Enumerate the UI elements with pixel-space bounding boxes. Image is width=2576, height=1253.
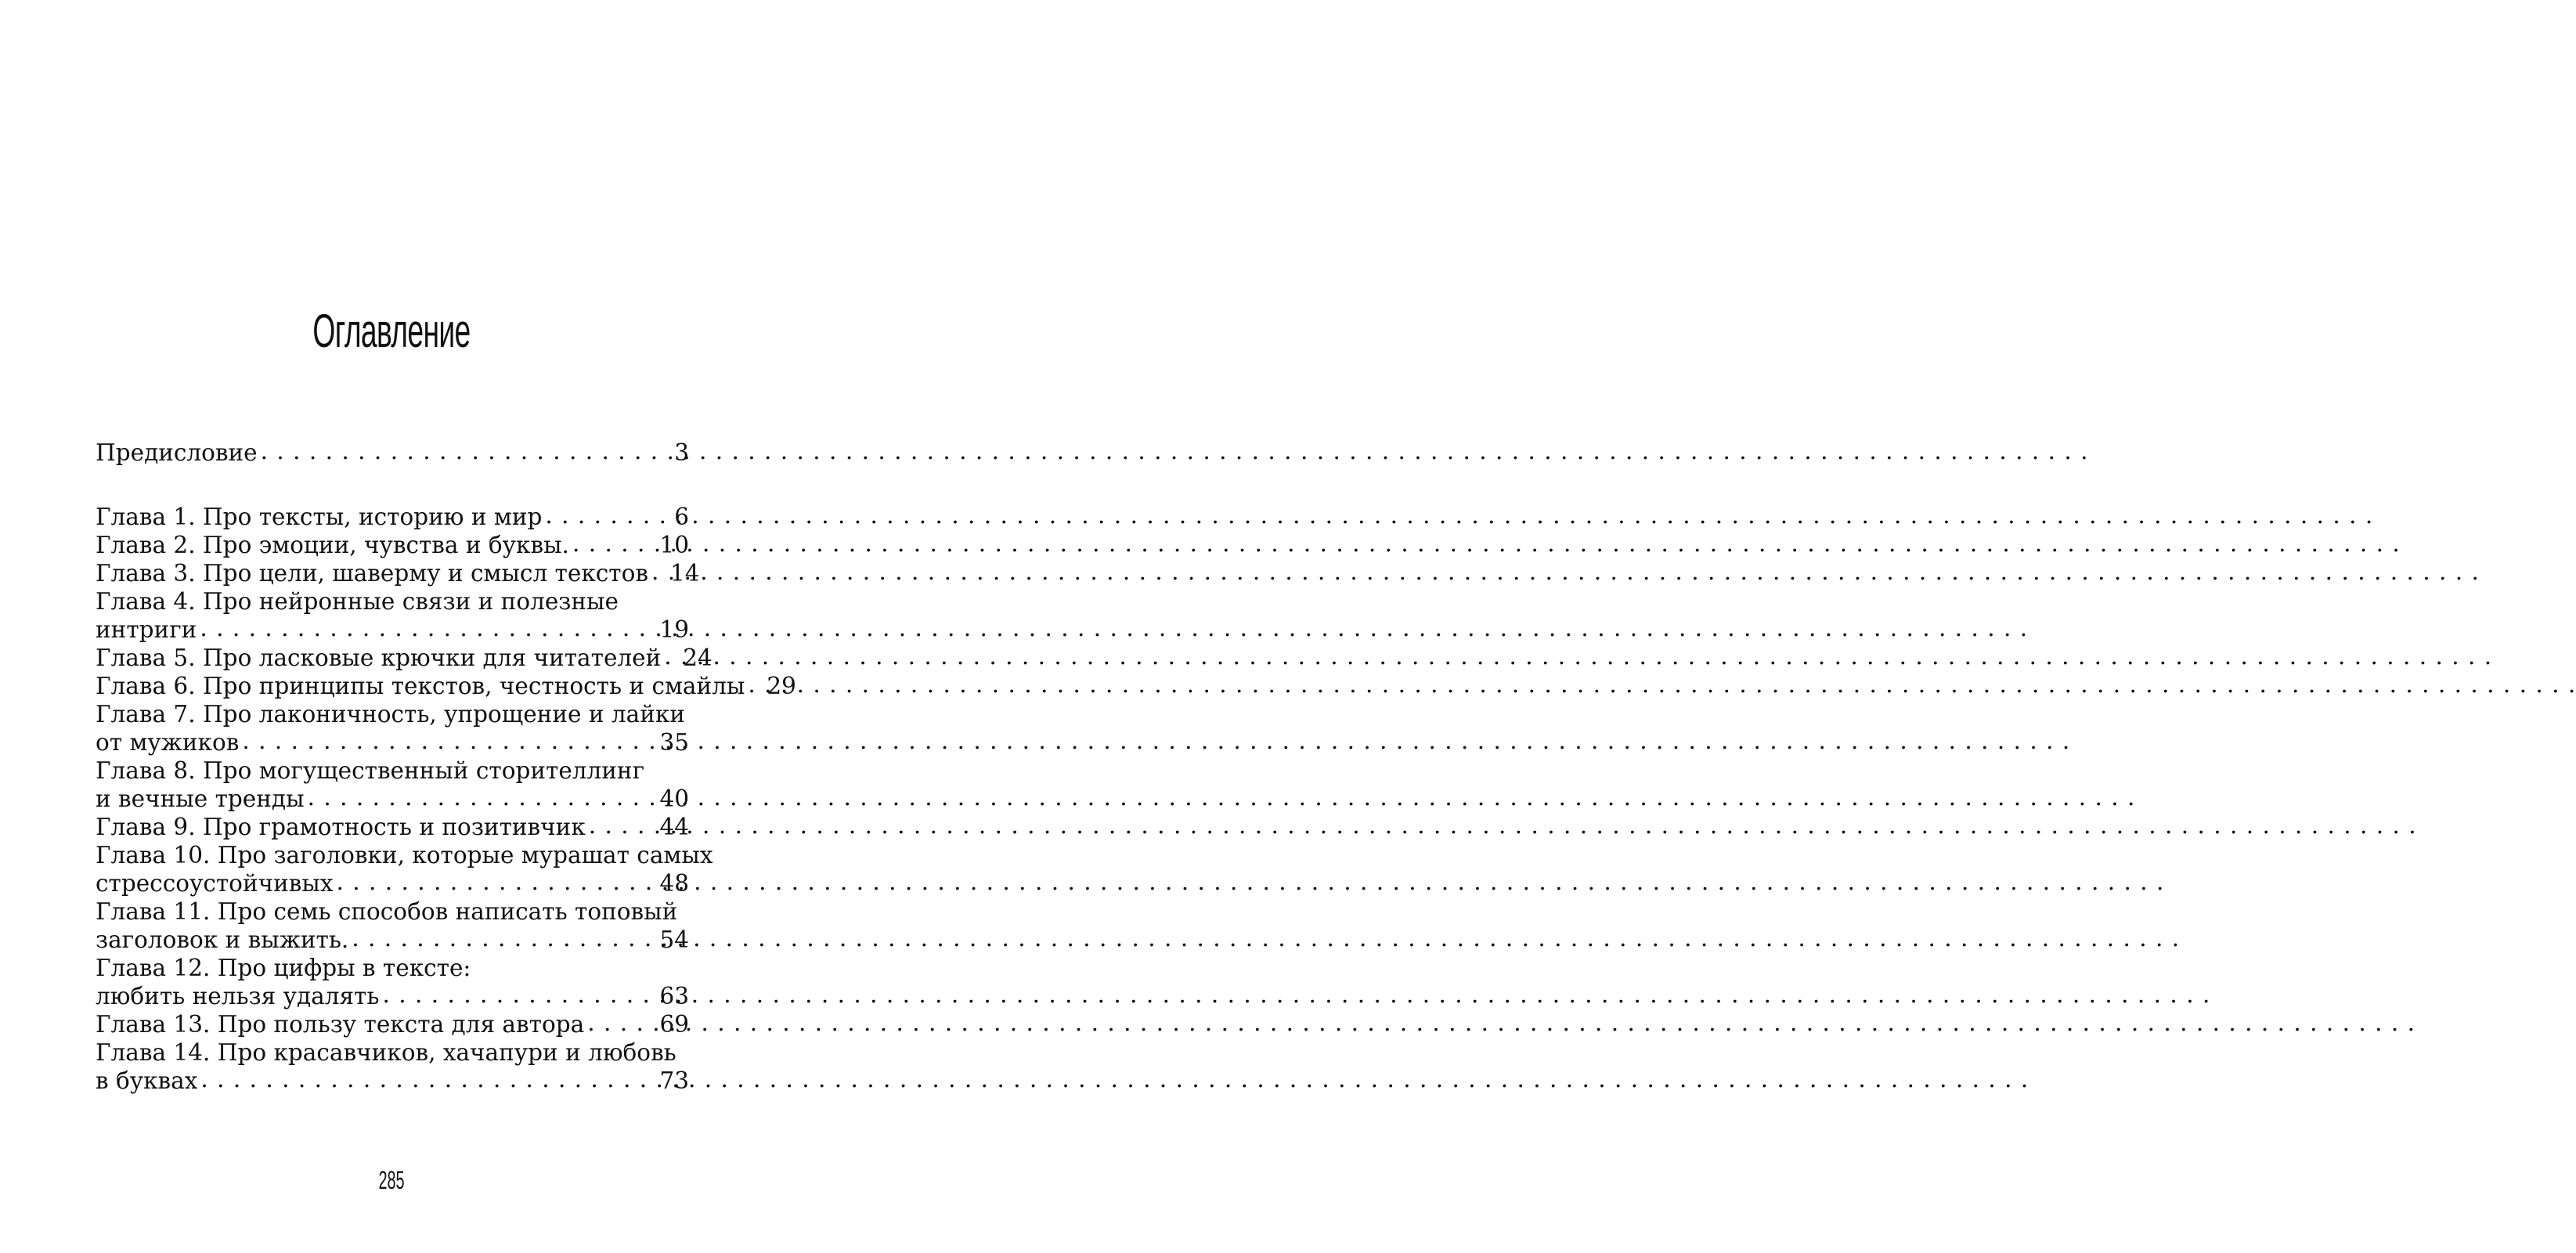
dot-leader	[242, 727, 656, 755]
toc-entry-chapter-12	[96, 954, 689, 1010]
toc-entry-title: Предисловие	[96, 439, 258, 466]
toc-entry-title-continued: заголовок и выжить.	[96, 926, 349, 953]
toc-entry-title: Глава 5. Про ласковые крючки для читателей	[96, 645, 662, 671]
toc-entry-preface	[96, 439, 689, 467]
toc-entry-title: Глава 6. Про принципы текстов, честность и смайлы	[96, 673, 745, 699]
toc-entry-chapter-9	[96, 813, 689, 841]
toc-entry-chapter-6	[96, 672, 796, 700]
toc-entry-chapter-4	[96, 587, 689, 644]
toc-page-number: 73	[659, 1067, 689, 1094]
toc-entry-chapter-5	[96, 644, 713, 672]
toc-entry-title: Глава 9. Про грамотность и позитивчик	[96, 814, 586, 840]
toc-page-number: 54	[659, 926, 689, 953]
toc-page-number: 48	[659, 870, 689, 897]
toc-entry-chapter-2	[96, 531, 689, 559]
dot-leader	[337, 868, 657, 896]
toc-entry-title: Глава 10. Про заголовки, которые мурашат самых	[96, 842, 713, 868]
toc-page-number: 14	[669, 560, 700, 587]
dot-leader	[587, 1009, 656, 1037]
toc-page-number: 40	[659, 785, 689, 812]
toc-page-number: 19	[659, 616, 689, 643]
dot-leader	[308, 783, 657, 811]
table-of-contents	[96, 439, 796, 1095]
toc-entry-title: Глава 8. Про могущественный сторителлинг	[96, 757, 645, 784]
toc-entry-title-continued: стрессоустойчивых	[96, 870, 334, 897]
toc-entry-chapter-8	[96, 756, 689, 813]
toc-entry-chapter-7	[96, 700, 689, 756]
toc-entry-chapter-1	[96, 503, 689, 531]
toc-entry-title: Глава 14. Про красавчиков, хачапури и любовь	[96, 1039, 676, 1066]
dot-leader	[651, 558, 667, 586]
dot-leader	[352, 924, 656, 952]
dot-leader	[664, 642, 680, 670]
toc-page-number: 63	[659, 983, 689, 1009]
toc-page-number: 24	[683, 645, 713, 671]
toc-entry-title-continued: в буквах	[96, 1067, 198, 1094]
toc-entry-title: Глава 12. Про цифры в тексте:	[96, 955, 471, 981]
toc-entry-title: Глава 3. Про цели, шаверму и смысл текстов	[96, 560, 648, 587]
dot-leader	[261, 437, 672, 465]
dot-leader	[545, 501, 671, 529]
toc-entry-title: Глава 7. Про лаконичность, упрощение и лайки	[96, 701, 685, 728]
toc-page-number: 29	[767, 673, 796, 699]
toc-entry-title: Глава 1. Про тексты, историю и мир	[96, 504, 543, 530]
dot-leader	[382, 980, 656, 1009]
toc-entry-title: Глава 4. Про нейронные связи и полезные	[96, 588, 619, 615]
page-number: 285	[378, 1166, 405, 1194]
toc-entry-chapter-3	[96, 559, 700, 587]
toc-page-number: 44	[659, 814, 689, 840]
toc-entry-title-continued: любить нельзя удалять	[96, 983, 380, 1009]
toc-entry-title-continued: интриги	[96, 616, 197, 643]
toc-page-number: 6	[674, 504, 689, 530]
dot-leader	[200, 614, 656, 642]
toc-entry-chapter-10	[96, 841, 713, 897]
toc-entry-title: Глава 2. Про эмоции, чувства и буквы.	[96, 532, 569, 558]
toc-entry-chapter-13	[96, 1010, 689, 1038]
toc-entry-title: Глава 13. Про пользу текста для автора	[96, 1011, 585, 1038]
toc-page-number: 3	[674, 439, 689, 466]
dot-leader	[589, 811, 657, 840]
toc-entry-chapter-14	[96, 1038, 689, 1095]
dot-leader	[748, 670, 763, 699]
toc-entry-title: Глава 11. Про семь способов написать топовый	[96, 898, 678, 925]
toc-page-number: 10	[659, 532, 689, 558]
dot-leader	[572, 529, 657, 558]
toc-entry-title-continued: и вечные тренды	[96, 785, 305, 812]
toc-entry-chapter-11	[96, 897, 689, 954]
toc-page-number: 35	[659, 729, 689, 756]
page-title: Оглавление	[312, 305, 471, 357]
dot-leader	[200, 1065, 656, 1093]
toc-entry-title-continued: от мужиков	[96, 729, 240, 756]
toc-page-number: 69	[659, 1011, 689, 1038]
